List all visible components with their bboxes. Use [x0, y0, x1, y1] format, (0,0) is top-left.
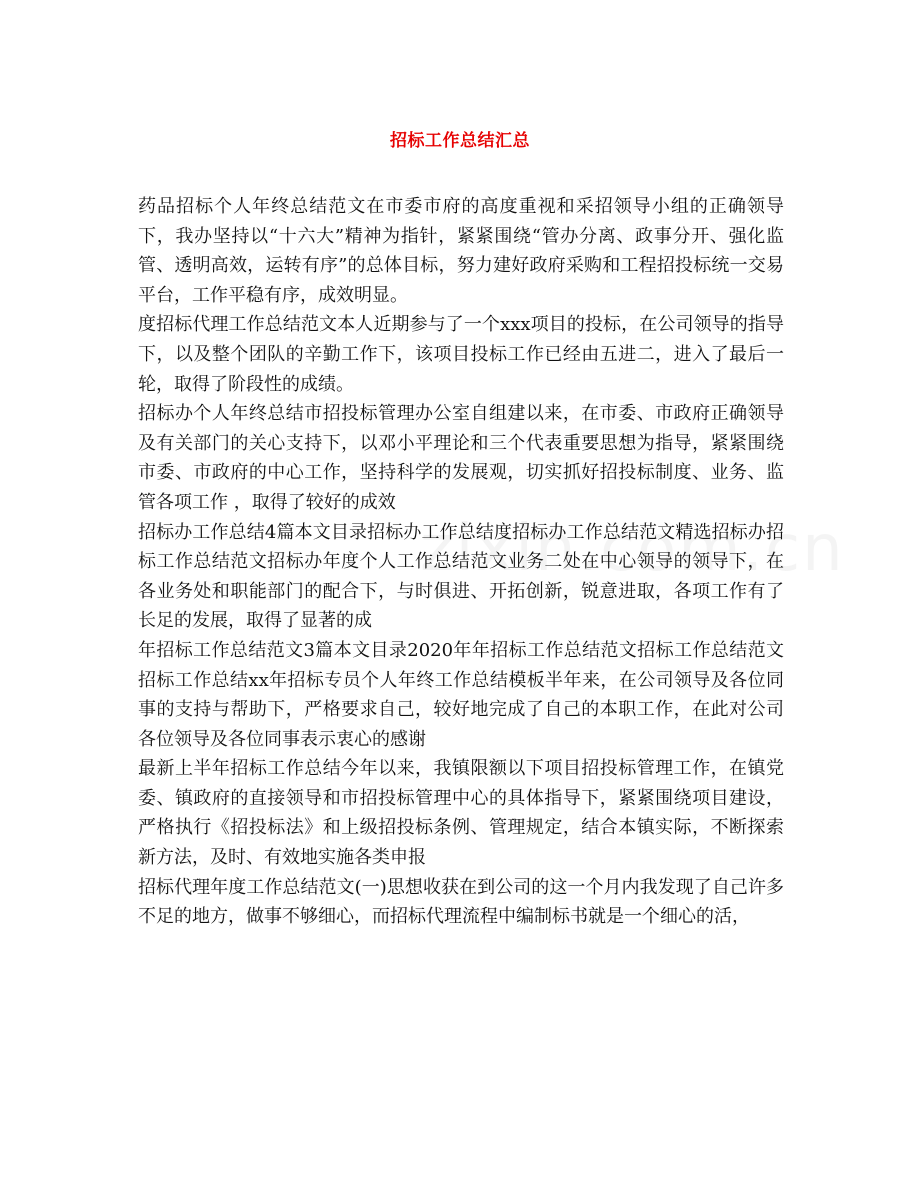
paragraph: 年招标工作总结范文3篇本文目录2020年年招标工作总结范文招标工作总结范文招标工作总结xx年招标专员个人年终工作总结模板半年来，在公司领导及各位同事的支持与帮助下，严格要求自己，较好地完成了自己的本职工作，在此对公司各位领导及各位同事表示衷心的感谢 — [138, 639, 784, 750]
paragraph: 药品招标个人年终总结范文在市委市府的高度重视和采招领导小组的正确领导下，我办坚持以“十六大”精神为指针，紧紧围绕“管办分离、政事分开、强化监管、透明高效，运转有序”的总体目标，努力建好政府采购和工程招投标统一交易平台，工作平稳有序，成效明显。 — [138, 196, 784, 306]
paragraph: 招标办工作总结4篇本文目录招标办工作总结度招标办工作总结范文精选招标办招标工作总结范文招标办年度个人工作总结范文业务二处在中心领导的领导下，在各业务处和职能部门的配合下，与时俱进、开拓创新，锐意进取，各项工作有了长足的发展，取得了显著的成 — [138, 521, 784, 632]
paragraph: 度招标代理工作总结范文本人近期参与了一个xxx项目的投标，在公司领导的指导下，以及整个团队的辛勤工作下，该项目投标工作已经由五进二，进入了最后一轮，取得了阶段性的成绩。 — [138, 314, 784, 395]
document-body — [138, 192, 784, 932]
paragraph: 招标办个人年终总结市招投标管理办公室自组建以来，在市委、市政府正确领导及有关部门的关心支持下，以邓小平理论和三个代表重要思想为指导，紧紧围绕市委、市政府的中心工作，坚持科学的发展观，切实抓好招投标制度、业务、监管各项工作 ，取得了较好的成效 — [138, 403, 784, 513]
paragraph: 最新上半年招标工作总结今年以来，我镇限额以下项目招投标管理工作，在镇党委、镇政府的直接领导和市招投标管理中心的具体指导下，紧紧围绕项目建设，严格执行《招投标法》和上级招投标条例、管理规定，结合本镇实际，不断探索新方法，及时、有效地实施各类申报 — [138, 758, 784, 869]
paragraph: 招标代理年度工作总结范文(一)思想收获在到公司的这一个月内我发现了自己许多不足的地方，做事不够细心，而招标代理流程中编制标书就是一个细心的活， — [138, 876, 784, 928]
document-title: 招标工作总结汇总 — [390, 131, 530, 151]
